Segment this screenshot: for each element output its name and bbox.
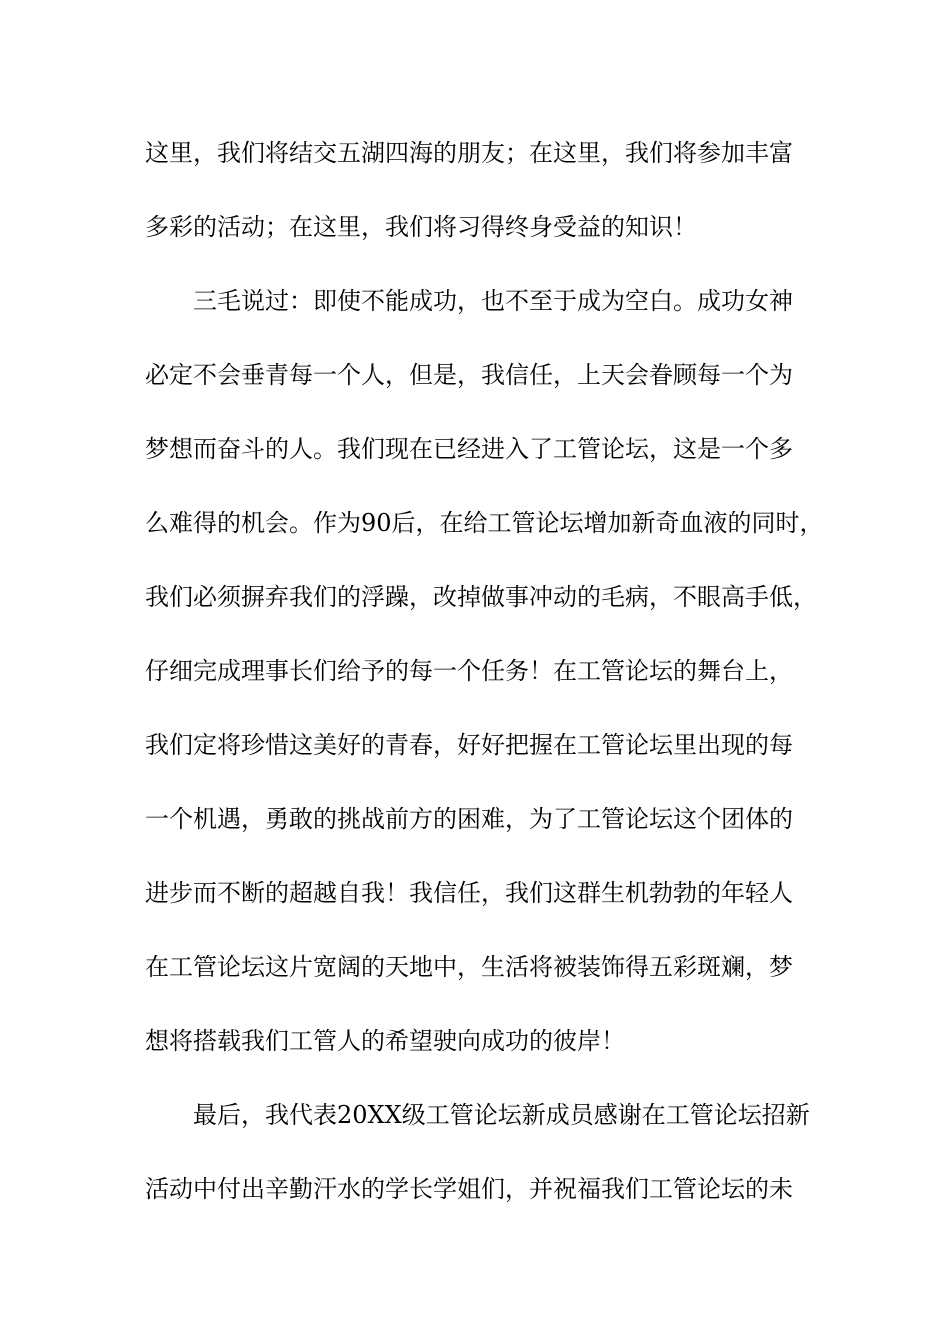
text-line: 这里，我们将结交五湖四海的朋友；在这里，我们将参加丰富 <box>145 139 793 167</box>
text-line: 在工管论坛这片宽阔的天地中，生活将被装饰得五彩斑斓，梦 <box>145 953 793 981</box>
text-line: 多彩的活动；在这里，我们将习得终身受益的知识！ <box>145 213 697 241</box>
paragraph-start-line: 三毛说过：即使不能成功，也不至于成为空白。成功女神 <box>193 287 793 315</box>
document-body <box>145 127 825 1237</box>
text-line: 进步而不断的超越自我！我信任，我们这群生机勃勃的年轻人 <box>145 879 793 907</box>
text-line: 一个机遇，勇敢的挑战前方的困难，为了工管论坛这个团体的 <box>145 805 793 833</box>
text-line: 仔细完成理事长们给予的每一个任务！在工管论坛的舞台上， <box>145 657 793 685</box>
text-line: 我们定将珍惜这美好的青春，好好把握在工管论坛里出现的每 <box>145 731 793 759</box>
text-line: 么难得的机会。作为90后，在给工管论坛增加新奇血液的同时， <box>145 509 824 537</box>
text-line: 必定不会垂青每一个人，但是，我信任，上天会眷顾每一个为 <box>145 361 793 389</box>
text-line: 活动中付出辛勤汗水的学长学姐们，并祝福我们工管论坛的未 <box>145 1175 793 1203</box>
text-line: 我们必须摒弃我们的浮躁，改掉做事冲动的毛病，不眼高手低， <box>145 583 817 611</box>
text-line: 梦想而奋斗的人。我们现在已经进入了工管论坛，这是一个多 <box>145 435 793 463</box>
text-line: 想将搭载我们工管人的希望驶向成功的彼岸！ <box>145 1027 625 1055</box>
paragraph-start-line: 最后，我代表20XX级工管论坛新成员感谢在工管论坛招新 <box>193 1101 810 1129</box>
